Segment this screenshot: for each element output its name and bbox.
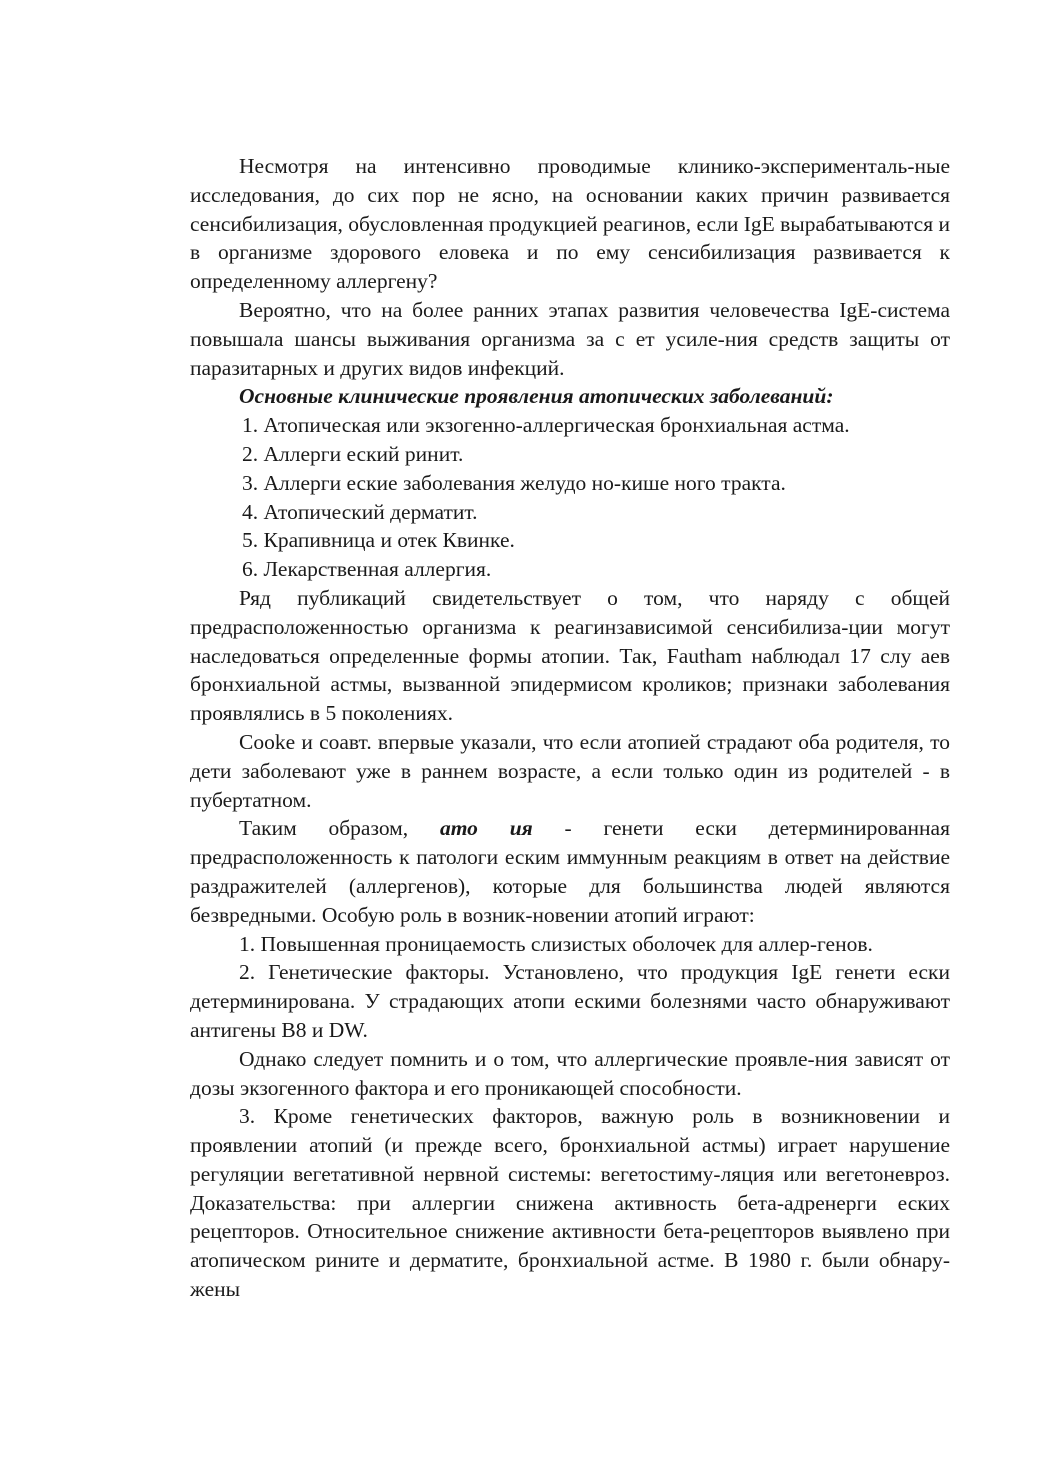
paragraph-5-rest: - генети ески детерминированная предрасположенность к патологи еским иммунным реакциям в ответ на действие раздражителей (аллергенов), которые для большинства людей являются безвредными. Особую роль в возник-новении атопий играют: bbox=[190, 816, 950, 927]
list-item: 1. Атопическая или экзогенно-аллергическая бронхиальная астма. bbox=[242, 413, 850, 438]
paragraph-3: Ряд публикаций свидетельствует о том, что наряду с общей предрасположенностью организма к реагинзависимой сенсибилиза-ции могут наследоваться определенные формы атопии. Так, Fautham наблюдал 17 слу аев бронхиальной астмы, вызванной эпидермисом кроликов; признаки заболевания проявлялись в 5 поколениях. bbox=[190, 585, 950, 726]
paragraph-6: Однако следует помнить и о том, что аллергические проявле-ния зависят от дозы экзогенного фактора и его проникающей способности. bbox=[190, 1046, 950, 1100]
paragraph-4: Cooke и соавт. впервые указали, что если атопией страдают оба родителя, то дети заболевают уже в раннем возрасте, а если только один из родителей - в пубертатном. bbox=[190, 729, 950, 812]
paragraph-5 bbox=[190, 814, 950, 929]
numbered-point-1: 1. Повышенная проницаемость слизистых оболочек для аллер-генов. bbox=[239, 931, 873, 956]
list-item: 4. Атопический дерматит. bbox=[242, 499, 478, 524]
numbered-point-3: 3. Кроме генетических факторов, важную роль в возникновении и проявлении атопий (и прежде всего, бронхиальной астмы) играет нарушение регуляции вегетативной нервной системы: вегетостиму-ляция или вегетоневроз. Доказательства: при аллергии снижена активность бета-адренерги еских рецепторов. Относительное снижение активности бета-рецепторов выявлено при атопическом рините и дерматите, бронхиальной астме. В 1980 г. были обнару-жены bbox=[190, 1104, 950, 1302]
list-item: 2. Аллерги еский ринит. bbox=[242, 441, 464, 466]
section-heading: Основные клинические проявления атопических заболеваний: bbox=[239, 384, 834, 409]
paragraph-2: Вероятно, что на более ранних этапах развития человечества IgE-система повышала шансы выживания организма за с ет усиле-ния средств защиты от паразитарных и других видов инфекций. bbox=[190, 297, 950, 380]
list-item: 5. Крапивница и отек Квинке. bbox=[242, 528, 515, 553]
list-item: 3. Аллерги еские заболевания желудо но-кише ного тракта. bbox=[242, 470, 786, 495]
document-page bbox=[190, 152, 950, 1304]
numbered-point-2: 2. Генетические факторы. Установлено, что продукция IgE генети ески детерминирована. У страдающих атопи ескими болезнями часто обнаруживают антигены B8 и DW. bbox=[190, 960, 950, 1042]
paragraph-5-lead: Таким образом, bbox=[239, 816, 409, 841]
paragraph-1: Несмотря на интенсивно проводимые клинико-эксперименталь-ные исследования, до сих пор не ясно, на основании каких причин развивается сенсибилизация, обусловленная продукцией реагинов, если IgE вырабатываются и в организме здорового еловека и по ему сенсибилизация развивается к определенному аллергену? bbox=[190, 154, 950, 294]
atopy-term: ато ия bbox=[439, 816, 533, 841]
list-item: 6. Лекарственная аллергия. bbox=[242, 557, 492, 582]
